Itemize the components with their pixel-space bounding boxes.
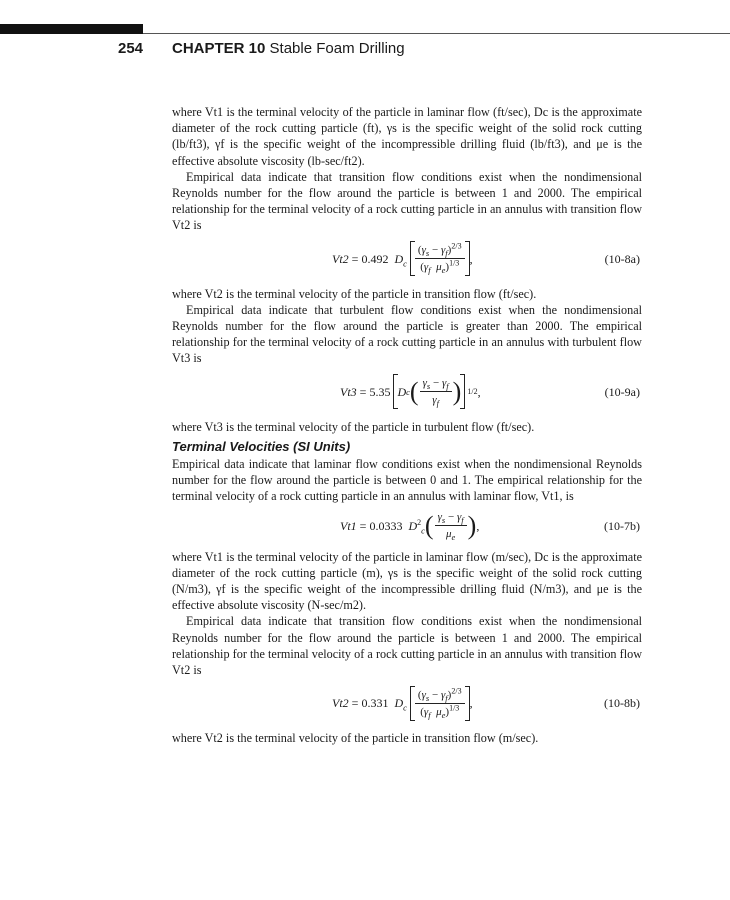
equation-10-9a-lhs: Vt3	[340, 384, 357, 399]
equation-10-7b-equals: =	[356, 518, 370, 533]
equation-10-7b-math: Vt1 = 0.0333 $D^2_c$ ( $\frac{\gamma_s - \gamma_f}{\mu_e}$ ) ,	[340, 510, 480, 543]
equation-10-8b	[172, 680, 642, 726]
header-rule	[143, 33, 730, 34]
equation-10-7b-diameter: $D^2_c$	[408, 517, 425, 535]
equation-10-8a-diameter: $D_c$	[394, 251, 407, 268]
equation-10-7b-coefficient: 0.0333	[369, 518, 403, 533]
equation-10-8a-bracket	[410, 241, 470, 276]
equation-10-7b-number: (10-7b)	[604, 518, 640, 533]
paragraph-5: where Vt3 is the terminal velocity of the particle in turbulent flow (ft/sec).	[172, 419, 535, 434]
equation-10-8b-lhs: Vt2	[332, 696, 349, 711]
paragraph-4: Empirical data indicate that turbulent flow conditions exist when the nondimensional Reynolds number for the flow around the particle is greater than 2000. The empirical relationship for the terminal velocity of a rock cutting particle in an annulus with turbulent flow Vt3 is	[172, 302, 642, 366]
equation-10-7b	[172, 507, 642, 545]
chapter-title: Stable Foam Drilling	[269, 40, 405, 57]
paragraph-2: Empirical data indicate that transition flow conditions exist when the nondimensional Reynolds number for the flow around the particle is between 1 and 2000. The empirical relationship for the terminal velocity of a rock cutting particle in an annulus with transition flow Vt2 is	[172, 169, 642, 233]
equation-10-8a-equals: =	[348, 251, 362, 266]
equation-10-8b-diameter: $D_c$	[394, 696, 407, 713]
equation-10-9a-bracket: D c ( $\frac{\gamma_s - \gamma_f}{\gamma_f}$ )	[393, 374, 465, 409]
paragraph-6: Empirical data indicate that laminar flow conditions exist when the nondimensional Reynolds number for the flow around the particle is between 0 and 1. The empirical relationship for the terminal velocity of a rock cutting particle in an annulus with laminar flow, Vt1, is	[172, 457, 642, 504]
equation-10-9a	[172, 369, 642, 415]
equation-10-8b-equals: =	[348, 696, 362, 711]
equation-10-9a-math: Vt3 = 5.35 D c ( $\frac{\gamma_s - \gamma_f}{\gamma_f}$ ) 1/2 ,	[340, 369, 481, 415]
equation-10-8b-coefficient: 0.331	[361, 696, 389, 711]
equation-10-7b-lhs: Vt1	[340, 518, 357, 533]
equation-10-8b-bracket	[410, 686, 470, 721]
equation-10-9a-fraction: $\frac{\gamma_s - \gamma_f}{\gamma_f}$	[420, 376, 452, 407]
paragraph-1: where Vt1 is the terminal velocity of the particle in laminar flow (ft/sec), Dc is the approximate diameter of the rock cutting particle (ft), γs is the specific weight of the solid rock cutting (lb/ft3), γf is the specific weight of the incompressible drilling fluid (lb/ft3), and μe is the effective absolute viscosity (lb-sec/ft2).	[172, 105, 642, 168]
page-body	[172, 104, 642, 746]
chapter-label: CHAPTER 10	[172, 40, 266, 57]
paragraph-8: Empirical data indicate that transition flow conditions exist when the nondimensional Reynolds number for the flow around the particle is between 1 and 2000. The empirical relationship for the terminal velocity of a rock cutting particle in an annulus with transition flow Vt2 is	[172, 614, 642, 678]
equation-10-8a-math: Vt2 = 0.492 $D_c$ $\frac{(\gamma_s - \gamma_f)^{2/3}}{(\gamma_f \mu_e)^{1/3}}$ ,	[332, 241, 473, 276]
equation-10-8b-math: Vt2 = 0.331 $D_c$ $\frac{(\gamma_s - \gamma_f)^{2/3}}{(\gamma_f \mu_e)^{1/3}}$ ,	[332, 686, 473, 720]
running-head	[172, 40, 405, 57]
page-number: 254	[118, 40, 144, 57]
equation-10-9a-number: (10-9a)	[604, 384, 640, 399]
equation-10-8a-number: (10-8a)	[604, 251, 640, 266]
equation-10-8b-number: (10-8b)	[604, 696, 640, 711]
equation-10-8a-fraction: $\frac{(\gamma_s - \gamma_f)^{2/3}}{(\gamma_f \mu_e)^{1/3}}$	[415, 243, 465, 274]
equation-10-9a-coefficient: 5.35	[369, 384, 391, 399]
equation-10-7b-fraction: $\frac{\gamma_s - \gamma_f}{\mu_e}$	[435, 510, 467, 541]
equation-10-8a	[172, 236, 642, 282]
paragraph-9: where Vt2 is the terminal velocity of the particle in transition flow (m/sec).	[172, 731, 539, 746]
equation-10-8a-coefficient: 0.492	[361, 251, 389, 266]
equation-10-8a-lhs: Vt2	[332, 251, 349, 266]
header-bar	[0, 24, 143, 34]
paragraph-7: where Vt1 is the terminal velocity of the particle in laminar flow (m/sec), Dc is the approximate diameter of the rock cutting particle (m), γs is the specific weight of the solid rock cutting (N/m3), γf is the specific weight of the incompressible drilling fluid (N/m3), and μe is the effective absolute viscosity (N-sec/m2).	[172, 549, 642, 613]
equation-10-8b-fraction: $\frac{(\gamma_s - \gamma_f)^{2/3}}{(\gamma_f \mu_e)^{1/3}}$	[415, 688, 465, 719]
section-heading-si-units: Terminal Velocities (SI Units)	[172, 438, 351, 454]
paragraph-3: where Vt2 is the terminal velocity of the particle in transition flow (ft/sec).	[172, 286, 537, 301]
equation-10-9a-equals: =	[356, 384, 370, 399]
